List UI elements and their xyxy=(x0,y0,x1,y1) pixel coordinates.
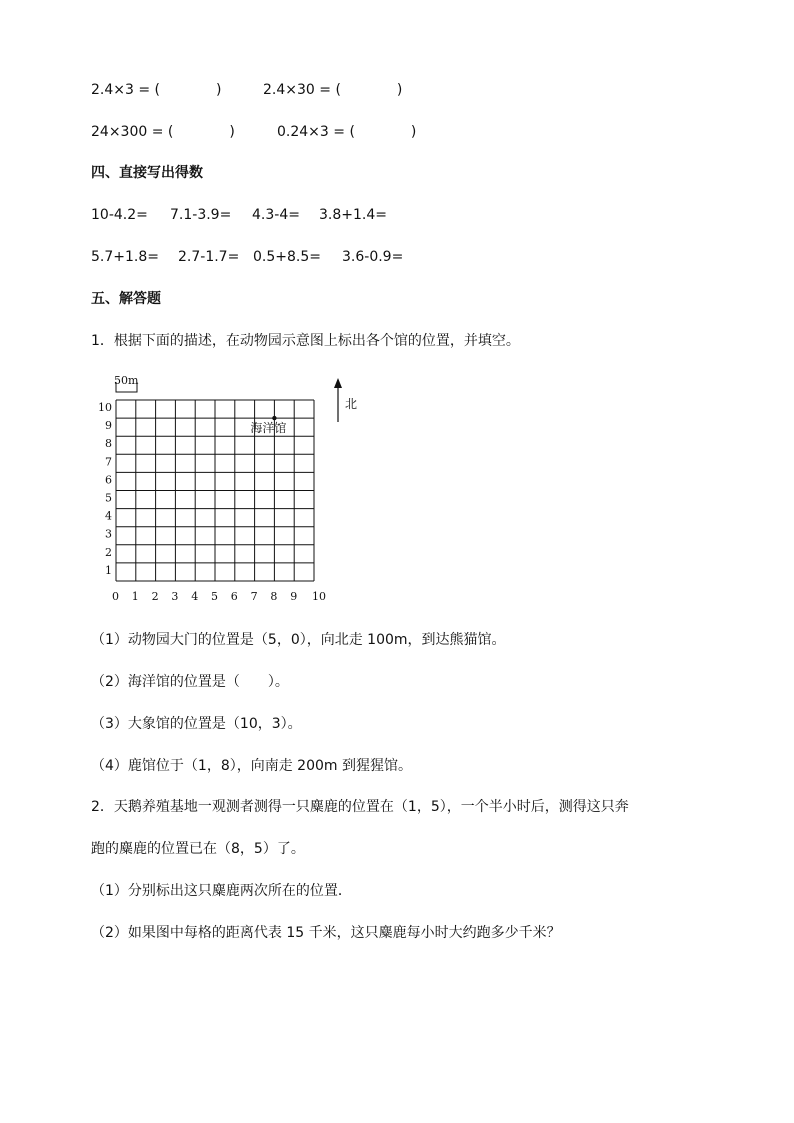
x-tick-label: 9 xyxy=(290,590,298,603)
section4-row2 xyxy=(91,248,403,266)
expr-1: 2.4×3 = ( ) xyxy=(91,82,222,98)
north-arrow-icon xyxy=(334,378,357,422)
y-tick-label: 6 xyxy=(105,473,112,487)
question-2-line1: 2．天鹅养殖基地一观测者测得一只麋鹿的位置在（1，5），一个半小时后，测得这只奔 xyxy=(91,799,629,815)
calc-7: 0.5+8.5= xyxy=(253,249,321,265)
section5-heading: 五、解答题 xyxy=(91,291,161,307)
section4-row1 xyxy=(91,206,387,224)
y-tick-label: 5 xyxy=(105,491,112,505)
calc-5: 5.7+1.8= xyxy=(91,249,159,265)
section4-heading: 四、直接写出得数 xyxy=(91,165,203,181)
zoo-grid-diagram xyxy=(96,370,366,610)
expr-3: 24×300 = ( ) xyxy=(91,124,235,140)
q2-item-1: （1）分别标出这只麋鹿两次所在的位置． xyxy=(91,883,352,899)
y-tick-label: 7 xyxy=(105,455,112,469)
calc-3: 4.3-4= xyxy=(252,207,300,223)
y-tick-label: 1 xyxy=(105,563,112,577)
section3-row2 xyxy=(91,123,416,141)
x-tick-label: 0 xyxy=(112,590,119,603)
q1-item-3: （3）大象馆的位置是（10，3）。 xyxy=(91,716,302,732)
expr-4: 0.24×3 = ( ) xyxy=(277,124,417,140)
calc-2: 7.1-3.9= xyxy=(170,207,232,223)
calc-4: 3.8+1.4= xyxy=(319,207,387,223)
y-tick-label: 3 xyxy=(105,527,112,541)
question-1: 1．根据下面的描述，在动物园示意图上标出各个馆的位置，并填空。 xyxy=(91,333,520,349)
north-label: 北 xyxy=(345,397,358,411)
ocean-hall-marker xyxy=(272,416,276,420)
x-tick-label: 2 xyxy=(151,590,159,603)
ocean-hall-label: 海洋馆 xyxy=(250,421,287,436)
q1-item-2: （2）海洋馆的位置是（ ）。 xyxy=(91,674,289,690)
x-tick-label: 7 xyxy=(250,590,258,603)
x-tick-label: 10 xyxy=(312,590,326,603)
x-tick-label: 4 xyxy=(191,590,199,603)
q2-item-2: （2）如果图中每格的距离代表 15 千米，这只麋鹿每小时大约跑多少千米？ xyxy=(91,925,561,941)
x-tick-label: 5 xyxy=(211,590,218,603)
x-tick-label: 1 xyxy=(131,590,139,603)
calc-6: 2.7-1.7= xyxy=(178,249,240,265)
y-tick-label: 8 xyxy=(105,437,112,451)
expr-2: 2.4×30 = ( ) xyxy=(263,82,403,98)
calc-8: 3.6-0.9= xyxy=(342,249,404,265)
x-axis-ticks xyxy=(112,590,326,603)
scale-bar xyxy=(114,374,139,392)
y-tick-label: 2 xyxy=(105,545,112,559)
y-tick-label: 10 xyxy=(98,401,112,414)
scale-label: 50m xyxy=(114,374,139,387)
x-tick-label: 8 xyxy=(270,590,278,603)
x-tick-label: 3 xyxy=(171,590,179,603)
x-tick-label: 6 xyxy=(230,590,238,603)
q1-item-4: （4）鹿馆位于（1，8），向南走 200m 到猩猩馆。 xyxy=(91,758,412,774)
y-axis-ticks xyxy=(98,401,112,577)
calc-1: 10-4.2= xyxy=(91,207,148,223)
q1-item-1: （1）动物园大门的位置是（5，0），向北走 100m，到达熊猫馆。 xyxy=(91,632,506,648)
y-tick-label: 4 xyxy=(105,509,112,523)
y-tick-label: 9 xyxy=(105,419,112,433)
question-2-line2: 跑的麋鹿的位置已在（8，5）了。 xyxy=(91,841,305,857)
section3-row1 xyxy=(91,81,402,99)
